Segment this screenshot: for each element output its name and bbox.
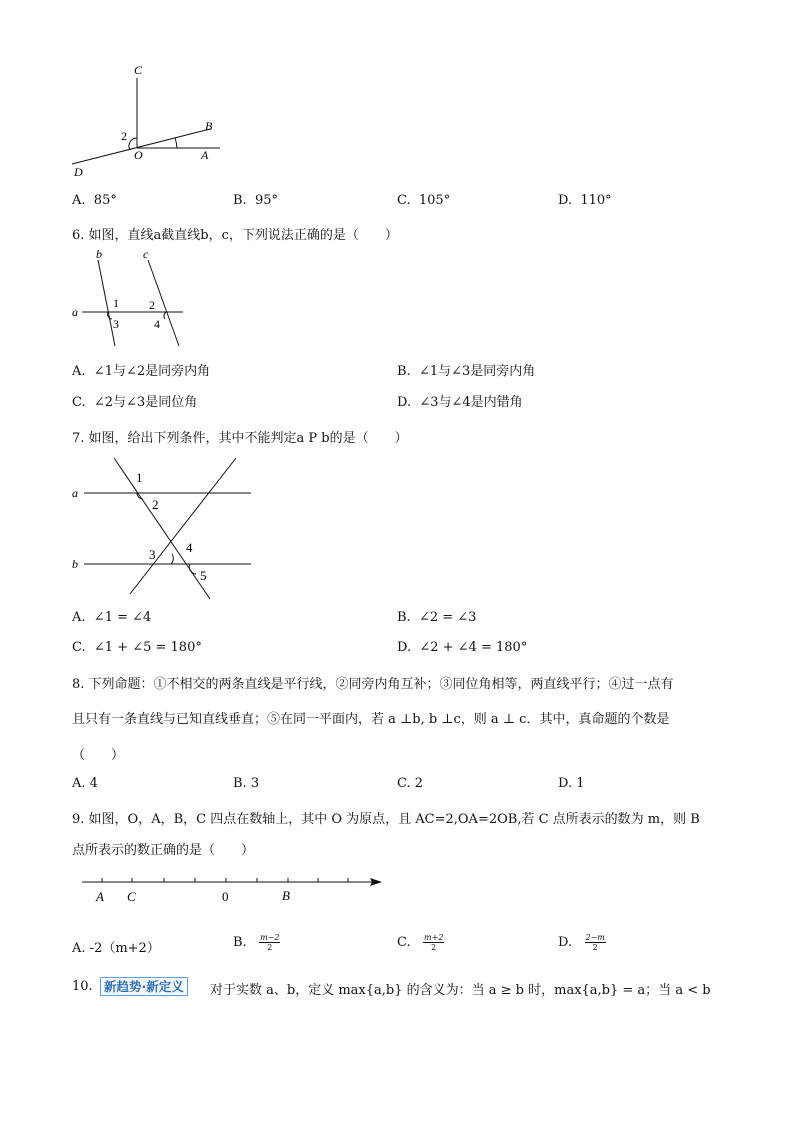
numerator: m−2 xyxy=(260,933,280,942)
label-c: c xyxy=(143,247,149,261)
label-3: 3 xyxy=(113,317,119,331)
transversal-2 xyxy=(130,458,236,594)
label-c: C xyxy=(134,63,143,77)
label-b: b xyxy=(72,557,78,571)
option-text: 4 xyxy=(89,776,98,791)
label-zero: 0 xyxy=(222,889,229,904)
fraction xyxy=(423,933,444,952)
numerator: 2−m xyxy=(585,933,605,942)
option-label: A. xyxy=(72,941,86,956)
q8-option-c[interactable] xyxy=(397,776,423,791)
fraction xyxy=(259,933,280,952)
option-text: ∠1 = ∠4 xyxy=(93,610,152,625)
q9-number-line xyxy=(78,870,388,910)
option-text: 105° xyxy=(418,193,451,208)
q5-option-b[interactable] xyxy=(233,193,278,208)
option-label: A. xyxy=(72,776,86,791)
label-4: 4 xyxy=(186,540,193,555)
option-label: B. xyxy=(233,935,247,950)
q7-option-c[interactable] xyxy=(72,640,202,655)
q8-line-3: （ ） xyxy=(72,748,125,763)
label-1: 1 xyxy=(113,296,119,310)
q6-option-b[interactable] xyxy=(397,360,535,379)
q9-line-1: 9. 如图，O，A，B，C 四点在数轴上，其中 O 为原点，且 AC=2,OA=2OB,若 C 点所表示的数为 m，则 B xyxy=(72,812,700,827)
option-label: A. xyxy=(72,610,86,625)
angle-5-arc xyxy=(189,564,196,574)
label-1: 1 xyxy=(136,470,143,485)
q6-option-c[interactable] xyxy=(72,391,197,410)
q6-stem: 6. 如图，直线a截直线b，c，下列说法正确的是（ ） xyxy=(72,228,398,243)
option-label: C. xyxy=(397,935,411,950)
option-label: B. xyxy=(233,776,247,791)
angle-4-arc xyxy=(164,312,166,319)
option-text: -2（m+2） xyxy=(89,941,160,956)
q6-option-a[interactable] xyxy=(72,360,210,379)
option-label: C. xyxy=(72,640,86,655)
denominator: 2 xyxy=(431,943,437,952)
q9-option-d[interactable] xyxy=(558,933,606,952)
option-label: D. xyxy=(558,193,573,208)
label-c: C xyxy=(127,889,136,904)
option-text: ∠2 = ∠3 xyxy=(418,610,477,625)
denominator: 2 xyxy=(267,943,273,952)
label-a: a xyxy=(72,305,78,319)
q8-option-b[interactable] xyxy=(233,776,259,791)
q10-number: 10. xyxy=(72,979,93,994)
option-text: ∠1与∠2是同旁内角 xyxy=(93,364,211,379)
q8-option-a[interactable] xyxy=(72,776,98,791)
q6-option-d[interactable] xyxy=(397,391,523,410)
q8-line-2: 且只有一条直线与已知直线垂直；⑤在同一平面内，若 a ⊥b, b ⊥c，则 a ⊥ c．其中，真命题的个数是 xyxy=(72,712,670,727)
q8-line-1: 8. 下列命题：①不相交的两条直线是平行线，②同旁内角互补；③同位角相等，两直线平行；④过一点有 xyxy=(72,677,674,692)
q6-figure xyxy=(68,246,198,351)
q7-option-a[interactable] xyxy=(72,610,151,625)
q7-option-d[interactable] xyxy=(397,640,527,655)
label-o: O xyxy=(134,148,143,162)
option-text: ∠1与∠3是同旁内角 xyxy=(418,364,536,379)
q7-option-b[interactable] xyxy=(397,610,476,625)
option-text: ∠3与∠4是内错角 xyxy=(419,395,523,410)
label-2: 2 xyxy=(121,129,127,143)
label-3: 3 xyxy=(149,547,156,562)
angle-3-arc xyxy=(171,554,173,564)
q5-option-a[interactable] xyxy=(72,193,117,208)
label-a: A xyxy=(96,889,104,904)
option-text: 3 xyxy=(250,776,260,791)
q7-stem: 7. 如图，给出下列条件，其中不能判定a P b的是（ ） xyxy=(72,431,408,446)
new-trend-tag: 新趋势·新定义 xyxy=(100,977,188,996)
q10-text: 对于实数 a、b，定义 max{a,b} 的含义为：当 a ≥ b 时，max{a,b} = a；当 a < b xyxy=(210,983,711,998)
option-label: D. xyxy=(558,935,573,950)
q9-option-a[interactable] xyxy=(72,937,160,956)
option-text: ∠2与∠3是同位角 xyxy=(93,395,198,410)
q5-option-d[interactable] xyxy=(558,193,612,208)
option-text: ∠1 + ∠5 = 180° xyxy=(93,640,202,655)
option-label: B. xyxy=(397,610,411,625)
option-label: C. xyxy=(397,193,411,208)
label-4: 4 xyxy=(154,317,160,331)
q5-figure xyxy=(60,60,230,180)
q8-option-d[interactable] xyxy=(558,776,585,791)
option-text: ∠2 + ∠4 = 180° xyxy=(419,640,528,655)
option-label: A. xyxy=(72,193,86,208)
tick-marks xyxy=(102,878,348,882)
label-2: 2 xyxy=(149,298,155,312)
option-label: C. xyxy=(72,395,86,410)
q5-option-c[interactable] xyxy=(397,193,450,208)
option-text: 1 xyxy=(576,776,585,791)
q9-option-c[interactable] xyxy=(397,933,444,952)
option-label: B. xyxy=(397,364,411,379)
option-label: D. xyxy=(397,640,412,655)
option-text: 85° xyxy=(93,193,117,208)
option-label: A. xyxy=(72,364,86,379)
label-d: D xyxy=(74,165,83,179)
option-label: D. xyxy=(558,776,573,791)
label-2: 2 xyxy=(152,497,159,512)
numerator: m+2 xyxy=(424,933,444,942)
angle-1-arc xyxy=(175,138,177,148)
option-text: 110° xyxy=(580,193,612,208)
q7-figure xyxy=(68,452,258,604)
q9-option-b[interactable] xyxy=(233,933,280,952)
label-b: b xyxy=(96,247,102,261)
label-b: B xyxy=(282,888,290,903)
option-label: B. xyxy=(233,193,247,208)
label-a: a xyxy=(72,486,78,500)
q9-line-2: 点所表示的数正确的是（ ） xyxy=(72,843,255,858)
transversal-1 xyxy=(114,458,210,599)
label-b: B xyxy=(205,119,213,133)
label-a: A xyxy=(201,148,209,162)
option-text: 95° xyxy=(254,193,278,208)
fraction xyxy=(585,933,606,952)
label-5: 5 xyxy=(200,568,207,583)
option-label: D. xyxy=(397,395,412,410)
option-text: 2 xyxy=(414,776,424,791)
denominator: 2 xyxy=(592,943,598,952)
option-label: C. xyxy=(397,776,411,791)
